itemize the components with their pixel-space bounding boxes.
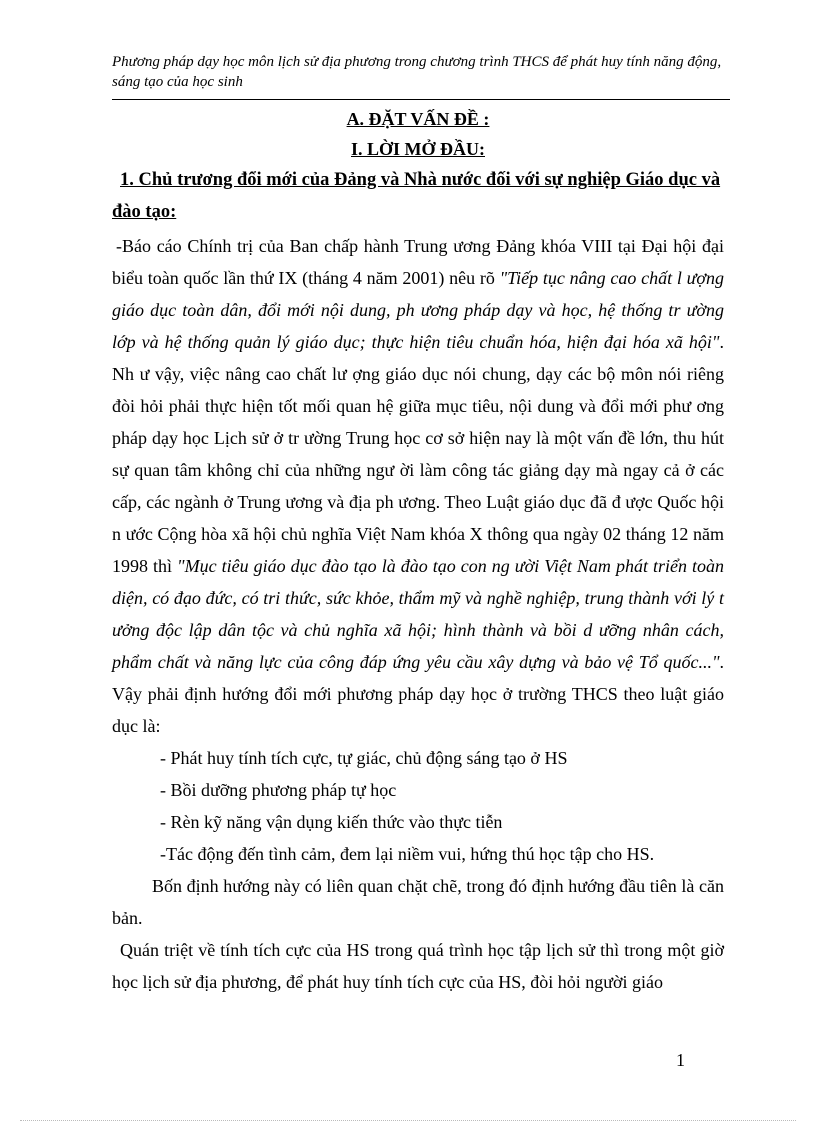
running-header: Phương pháp dạy học môn lịch sử địa phương trong chương trình THCS để phát huy tính năng động, sáng tạo của học sinh: [112, 54, 722, 90]
section-a-title: A. ĐẶT VẤN ĐỀ :: [346, 109, 490, 129]
bullet-item: -Tác động đến tình cảm, đem lại niềm vui, hứng thú học tập cho HS.: [160, 844, 655, 864]
paragraph-1-quote-1: "Tiếp tục nâng cao chất l ượng giáo dục toàn dân, đổi mới nội dung, ph ương pháp dạy và học, hệ thống tr ường lớp và hệ thống quản lý giáo dục; thực hiện tiêu chuẩn hóa, hiện đại hóa xã hội": [112, 268, 724, 352]
bullet-item: - Phát huy tính tích cực, tự giác, chủ động sáng tạo ở HS: [160, 748, 568, 768]
main-content: [112, 104, 724, 998]
paragraph-3: Quán triệt về tính tích cực của HS trong quá trình học tập lịch sử thì trong một giờ học lịch sử địa phương, để phát huy tính tích cực của HS, đòi hỏi người giáo: [112, 940, 724, 992]
paragraph-1: [112, 230, 724, 742]
section-i-title: I. LỜI MỞ ĐẦU:: [351, 139, 485, 159]
page-bottom-border: [20, 1120, 796, 1121]
header-divider: [112, 99, 730, 100]
paragraph-1-part-3: . Vậy phải định hướng đổi mới phương pháp dạy học ở trường THCS theo luật giáo dục là:: [112, 652, 724, 736]
paragraph-1-part-2: . Nh ư vậy, việc nâng cao chất lư ợng giáo dục nói chung, dạy các bộ môn nói riêng đòi hỏi phải thực hiện tốt mối quan hệ giữa mục tiêu, nội dung và đổi mới phư ơng pháp dạy học Lịch sử ở tr ường Trung học cơ sở hiện nay là một vấn đề lớn, thu hút sự quan tâm không chỉ của những ngư ời làm công tác giảng dạy mà ngay cả ở các cấp, các ngành ở Trung ương và địa ph ương. Theo Luật giáo dục đã đ ược Quốc hội n ước Cộng hòa xã hội chủ nghĩa Việt Nam khóa X thông qua ngày 02 tháng 12 năm 1998 thì: [112, 332, 724, 576]
paragraph-1-quote-2: "Mục tiêu giáo dục đào tạo là đào tạo con ng ười Việt Nam phát triển toàn diện, có đạo đức, có tri thức, sức khỏe, thẩm mỹ và nghề nghiệp, trung thành với lý t ưởng độc lập dân tộc và chủ nghĩa xã hội; hình thành và bồi d ưỡng nhân cách, phẩm chất và năng lực của công đáp ứng yêu cầu xây dựng và bảo vệ Tổ quốc...": [112, 556, 724, 672]
paragraph-2: Bốn định hướng này có liên quan chặt chẽ, trong đó định hướng đầu tiên là căn bản.: [112, 876, 724, 928]
bullet-item: - Rèn kỹ năng vận dụng kiến thức vào thực tiễn: [160, 812, 503, 832]
bullet-item: - Bồi dưỡng phương pháp tự học: [160, 780, 397, 800]
heading-1: 1. Chủ trương đổi mới của Đảng và Nhà nước đối với sự nghiệp Giáo dục và đào tạo:: [112, 170, 721, 222]
page-number: 1: [676, 1050, 685, 1070]
paragraph-1-part-1: -Báo cáo Chính trị của Ban chấp hành Trung ương Đảng khóa VIII tại Đại hội đại biểu toàn quốc lần thứ IX (tháng 4 năm 2001) nêu rõ: [112, 236, 724, 288]
